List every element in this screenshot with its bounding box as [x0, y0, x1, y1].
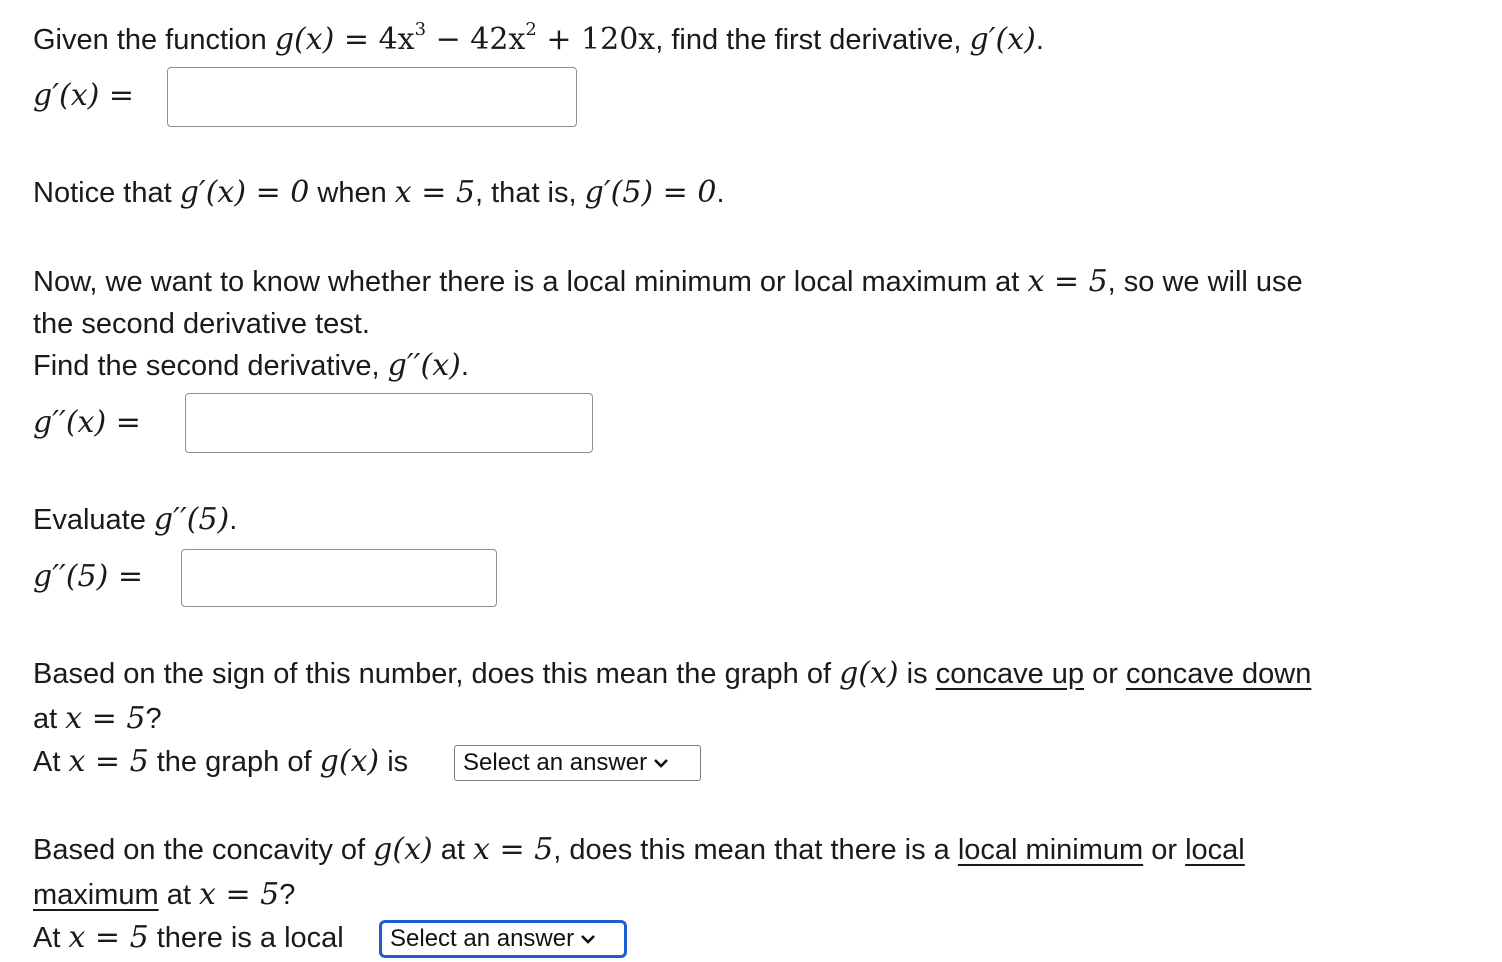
local-minimum-link[interactable]: local minimum	[957, 834, 1144, 866]
extremum-question-line2	[33, 875, 295, 915]
concavity-select[interactable]	[454, 745, 701, 781]
second-derivative-prompt	[33, 346, 469, 386]
prompt-text: Find the second derivative,	[33, 350, 380, 382]
statement-equation: x = 5	[68, 920, 149, 955]
chevron-down-icon	[653, 755, 669, 771]
notice-text: Notice that	[33, 177, 172, 209]
prompt-text: Given the function	[33, 24, 267, 56]
extremum-or: or	[1151, 834, 1178, 866]
statement-equation: x = 5	[68, 744, 149, 779]
intro-equation: x = 5	[1027, 264, 1108, 299]
second-derivative-input[interactable]	[185, 393, 593, 453]
concavity-question	[33, 654, 1311, 694]
extremum-select-value: Select an answer	[390, 925, 575, 952]
notice-equation-1: g′(x) = 0	[179, 175, 310, 210]
evaluate-symbol: g′′(5)	[153, 502, 230, 537]
second-derivative-symbol: g′′(x)	[387, 348, 461, 383]
extremum-text-2: , does this mean that there is a	[553, 834, 950, 866]
extremum-select[interactable]	[379, 920, 627, 958]
statement-at: At	[33, 922, 61, 954]
first-derivative-answer-label: g′(x) =	[33, 78, 135, 113]
concavity-select-value: Select an answer	[463, 749, 648, 776]
evaluate-input[interactable]	[181, 549, 497, 607]
first-derivative-input[interactable]	[167, 67, 577, 127]
intro-text-2: , so we will use	[1107, 266, 1303, 298]
first-derivative-prompt	[33, 20, 1044, 60]
local-maximum-link-part1[interactable]: local	[1185, 834, 1245, 866]
evaluate-text: Evaluate	[33, 504, 146, 536]
chevron-down-icon	[580, 931, 596, 947]
function-name: g(x)	[839, 656, 899, 691]
term-quadratic: $42x^2$	[470, 19, 537, 57]
extremum-equation: x = 5	[473, 832, 554, 867]
evaluate-answer-label: g′′(5) =	[33, 559, 143, 594]
concavity-equation: x = 5	[65, 701, 146, 736]
second-derivative-answer-label: g′′(x) =	[33, 405, 141, 440]
concavity-is: is	[906, 658, 928, 690]
concavity-or: or	[1092, 658, 1118, 690]
statement-at: At	[33, 746, 61, 778]
extremum-at-2: at	[166, 879, 191, 911]
second-derivative-intro	[33, 262, 1303, 302]
concave-up-link[interactable]: concave up	[935, 658, 1085, 690]
function-name: g(x)	[274, 22, 335, 57]
equals-sign: =	[334, 22, 379, 57]
period: .	[460, 350, 469, 382]
function-name: g(x)	[319, 744, 380, 779]
function-name: g(x)	[373, 832, 433, 867]
term-linear: 120x	[581, 22, 656, 57]
prompt-text-2: , find the first derivative,	[655, 24, 962, 56]
first-derivative-symbol: g′(x)	[969, 22, 1036, 57]
concavity-question-line2	[33, 699, 162, 739]
period: .	[1035, 24, 1044, 56]
period: .	[716, 177, 725, 209]
intro-text: Now, we want to know whether there is a local minimum or local maximum at	[33, 266, 1020, 298]
extremum-question	[33, 830, 1245, 870]
extremum-statement	[33, 918, 344, 958]
concave-down-link[interactable]: concave down	[1125, 658, 1312, 690]
statement-text: there is a local	[156, 922, 344, 954]
minus-sign: −	[426, 22, 471, 57]
extremum-text: Based on the concavity of	[33, 834, 366, 866]
concavity-statement	[33, 742, 408, 782]
local-maximum-link-part2[interactable]: maximum	[33, 879, 159, 911]
notice-when: when	[317, 177, 387, 209]
question-mark: ?	[279, 879, 296, 911]
extremum-at: at	[440, 834, 465, 866]
concavity-at: at	[33, 703, 58, 735]
extremum-equation-2: x = 5	[198, 877, 280, 912]
plus-sign: +	[536, 22, 582, 57]
period: .	[229, 504, 238, 536]
notice-equation-2: x = 5	[394, 175, 476, 210]
statement-text: the graph of	[156, 746, 312, 778]
statement-is: is	[387, 746, 409, 778]
concavity-text: Based on the sign of this number, does this mean the graph of	[33, 658, 832, 690]
notice-statement	[33, 173, 725, 213]
notice-that-is: , that is,	[475, 177, 577, 209]
second-derivative-intro-line2: the second derivative test.	[33, 308, 370, 340]
evaluate-prompt	[33, 500, 237, 540]
notice-equation-3: g′(5) = 0	[584, 175, 717, 210]
term-cubic: $4x^3$	[378, 19, 427, 57]
question-mark: ?	[145, 703, 162, 735]
